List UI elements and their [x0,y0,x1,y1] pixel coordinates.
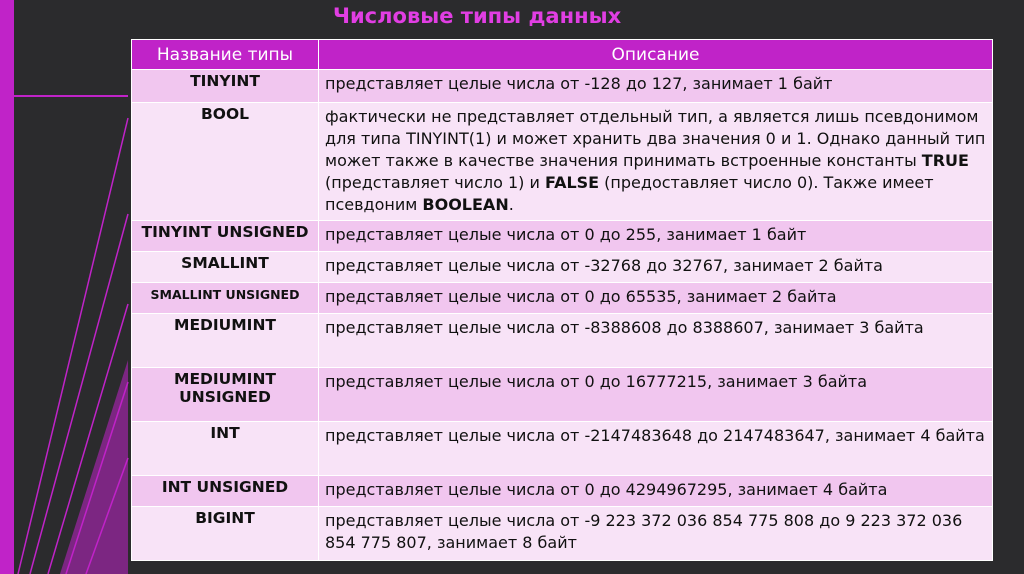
type-description: представляет целые числа от 0 до 4294967295, занимает 4 байта [319,476,993,507]
numeric-types-table [131,39,993,561]
keyword-false: FALSE [544,173,600,192]
description-text: фактически не представляет отдельный тип, а является лишь псевдонимом для типа TINYINT(1) и может хранить два значения 0 и 1. Однако данный тип может также в качестве значения принимать встроенные константы [325,107,986,170]
type-name: INT UNSIGNED [132,476,319,507]
table-row [132,252,993,283]
table-row [132,221,993,252]
type-name: TINYINT [132,70,319,103]
table-row [132,283,993,314]
table-row [132,422,993,476]
type-name: MEDIUMINT UNSIGNED [132,368,319,422]
type-name: MEDIUMINT [132,314,319,368]
accent-triangle [60,360,128,574]
type-description: представляет целые числа от -9 223 372 036 854 775 808 до 9 223 372 036 854 775 807, занимает 8 байт [319,507,993,561]
column-header-name: Название типы [132,40,319,70]
description-text: (представляет число 1) и [325,173,545,192]
table-row [132,368,993,422]
description-text: . [508,195,514,214]
table-row [132,70,993,103]
type-name: SMALLINT UNSIGNED [132,283,319,314]
keyword-boolean: BOOLEAN [422,195,509,214]
type-name: SMALLINT [132,252,319,283]
left-accent-bar [0,0,14,574]
table-row [132,507,993,561]
column-header-description: Описание [319,40,993,70]
keyword-true: TRUE [921,151,969,170]
type-description: представляет целые числа от -32768 до 32767, занимает 2 байта [319,252,993,283]
page-title: Числовые типы данных [333,4,622,28]
table-header-row [132,40,993,70]
type-name: INT [132,422,319,476]
type-description [319,103,993,221]
table-row [132,103,993,221]
type-description: представляет целые числа от -2147483648 до 2147483647, занимает 4 байта [319,422,993,476]
type-description: представляет целые числа от 0 до 16777215, занимает 3 байта [319,368,993,422]
type-description: представляет целые числа от -8388608 до 8388607, занимает 3 байта [319,314,993,368]
type-name: BIGINT [132,507,319,561]
type-description: представляет целые числа от 0 до 255, занимает 1 байт [319,221,993,252]
table-row [132,476,993,507]
type-description: представляет целые числа от 0 до 65535, занимает 2 байта [319,283,993,314]
type-name: BOOL [132,103,319,221]
description-text: (предоставляет число 0). Также имеет псевдоним [325,173,934,214]
type-name: TINYINT UNSIGNED [132,221,319,252]
table-row [132,314,993,368]
type-description: представляет целые числа от -128 до 127, занимает 1 байт [319,70,993,103]
